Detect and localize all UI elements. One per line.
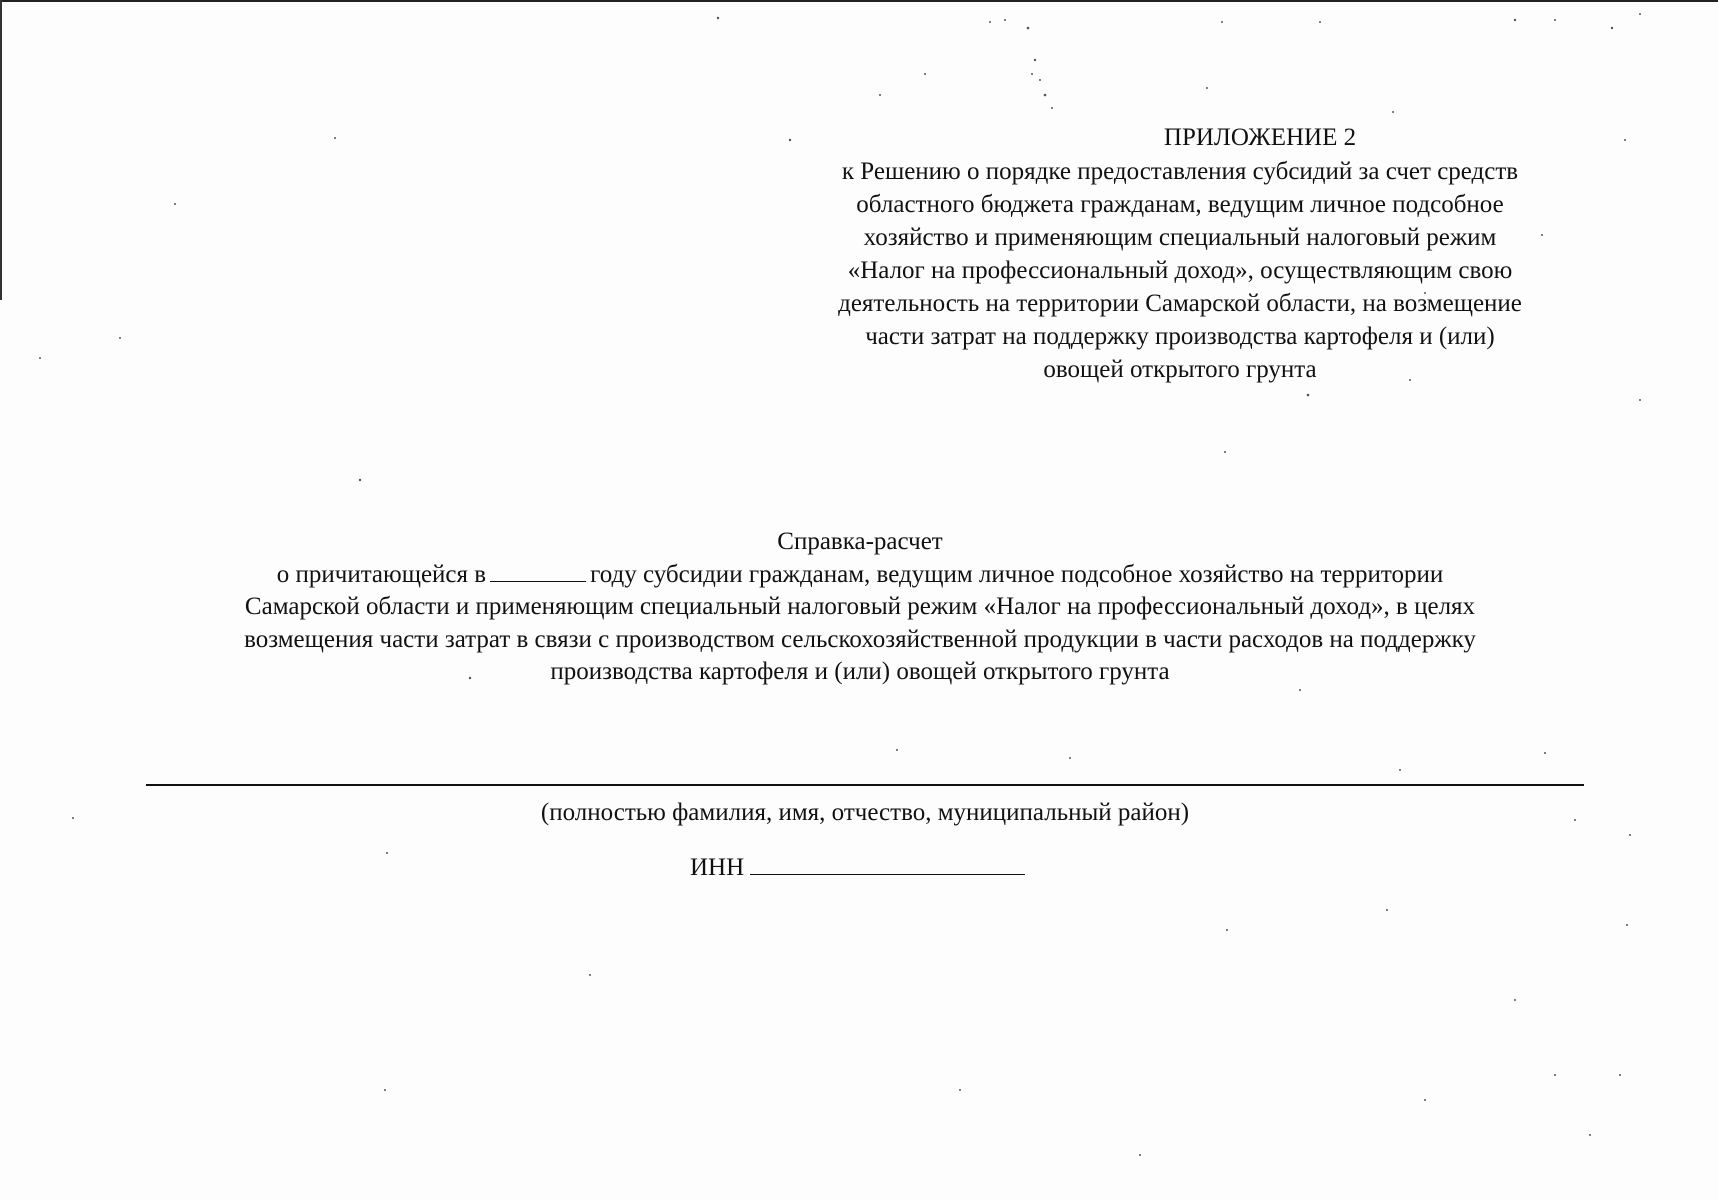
appendix-line: «Налог на профессиональный доход», осуществляющим свою xyxy=(847,257,1513,284)
certificate-subtitle-line: Самарской области и применяющим специальный налоговый режим «Налог на профессиональный доход», в целях xyxy=(244,593,1476,620)
certificate-subtitle-line xyxy=(140,559,1580,592)
year-blank-field[interactable] xyxy=(490,561,586,582)
appendix-line: областного бюджета гражданам, ведущим личное подсобное xyxy=(856,191,1504,218)
certificate-line-end: году субсидии гражданам, ведущим личное подсобное хозяйство на территории xyxy=(590,560,1444,588)
certificate-title: Справка-расчет xyxy=(777,528,943,555)
appendix-line: части затрат на поддержку производства картофеля и (или) xyxy=(865,323,1495,350)
appendix-line: хозяйство и применяющим специальный налоговый режим xyxy=(863,224,1497,251)
certificate-subtitle-line: возмещения части затрат в связи с производством сельскохозяйственной продукции в части расходов на поддержку xyxy=(244,625,1476,653)
certificate-line-start: о причитающейся в xyxy=(276,560,487,588)
appendix-line: деятельность на территории Самарской области, на возмещение xyxy=(838,290,1522,317)
appendix-title: ПРИЛОЖЕНИЕ 2 xyxy=(1163,124,1357,151)
appendix-header xyxy=(780,120,1580,386)
inn-label: ИНН xyxy=(690,854,745,881)
appendix-line: овощей открытого грунта xyxy=(1043,356,1317,383)
appendix-line: к Решению о порядке предоставления субсидий за счет средств xyxy=(841,158,1519,185)
inn-blank-field[interactable] xyxy=(750,852,1025,875)
certificate-subtitle-line: производства картофеля и (или) овощей открытого грунта xyxy=(550,658,1170,685)
applicant-name-blank-field[interactable] xyxy=(146,784,1584,786)
certificate-heading xyxy=(140,526,1580,689)
inn-row xyxy=(690,852,1025,884)
applicant-name-caption: (полностью фамилия, имя, отчество, муниципальный район) xyxy=(540,799,1190,826)
